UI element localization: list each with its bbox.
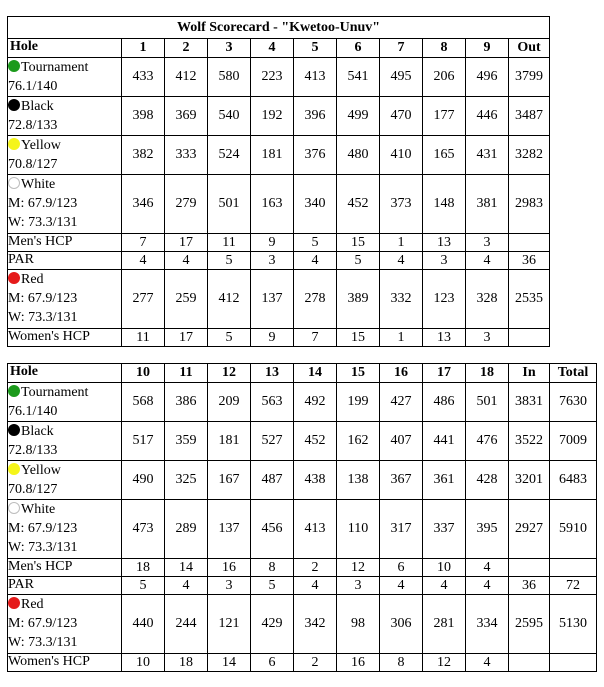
yardage-cell: 433 xyxy=(122,58,165,97)
par-cell: 4 xyxy=(294,577,337,595)
mens-hcp-cell: 9 xyxy=(251,234,294,252)
yardage-cell: 165 xyxy=(423,136,466,175)
out-header: Out xyxy=(509,39,550,58)
hole-number: 12 xyxy=(208,364,251,383)
yardage-cell: 452 xyxy=(337,175,380,234)
hole-number: 6 xyxy=(337,39,380,58)
title-row xyxy=(8,17,550,39)
yardage-cell: 359 xyxy=(165,422,208,461)
womens-hcp-cell: 15 xyxy=(337,329,380,347)
tee-name: Black xyxy=(21,424,54,439)
mens-hcp-cell: 4 xyxy=(466,559,509,577)
yardage-cell: 480 xyxy=(337,136,380,175)
yardage-cell: 486 xyxy=(423,383,466,422)
tee-rating: W: 73.3/131 xyxy=(8,310,78,325)
tee-rating: W: 73.3/131 xyxy=(8,215,78,230)
tee-row-tournament xyxy=(8,383,597,422)
yardage-cell: 373 xyxy=(380,175,423,234)
womens-hcp-row xyxy=(8,654,597,672)
tee-marker-yellow-icon xyxy=(8,463,20,475)
yardage-cell: 162 xyxy=(337,422,380,461)
par-cell: 3 xyxy=(337,577,380,595)
tee-row-yellow xyxy=(8,461,597,500)
mens-hcp-cell: 18 xyxy=(122,559,165,577)
womens-hcp-in xyxy=(509,654,550,672)
par-cell: 3 xyxy=(423,252,466,270)
yardage-cell: 412 xyxy=(165,58,208,97)
hole-number: 17 xyxy=(423,364,466,383)
yardage-cell: 369 xyxy=(165,97,208,136)
yardage-cell: 568 xyxy=(122,383,165,422)
womens-hcp-cell: 11 xyxy=(122,329,165,347)
tee-rating: W: 73.3/131 xyxy=(8,635,78,650)
yardage-cell: 527 xyxy=(251,422,294,461)
tee-rating: W: 73.3/131 xyxy=(8,540,78,555)
mens-hcp-cell: 13 xyxy=(423,234,466,252)
yardage-cell: 121 xyxy=(208,595,251,654)
yardage-cell: 259 xyxy=(165,270,208,329)
tee-label-tournament xyxy=(8,58,122,97)
womens-hcp-cell: 9 xyxy=(251,329,294,347)
yardage-cell: 332 xyxy=(380,270,423,329)
par-cell: 4 xyxy=(466,252,509,270)
yardage-cell: 389 xyxy=(337,270,380,329)
yardage-cell: 496 xyxy=(466,58,509,97)
yardage-total: 7009 xyxy=(550,422,597,461)
tee-marker-red-icon xyxy=(8,272,20,284)
womens-hcp-cell: 18 xyxy=(165,654,208,672)
mens-hcp-cell: 3 xyxy=(466,234,509,252)
tee-rating: 76.1/140 xyxy=(8,79,58,94)
womens-hcp-cell: 4 xyxy=(466,654,509,672)
yardage-cell: 278 xyxy=(294,270,337,329)
yardage-cell: 473 xyxy=(122,500,165,559)
yardage-total: 7630 xyxy=(550,383,597,422)
yardage-cell: 382 xyxy=(122,136,165,175)
yardage-cell: 386 xyxy=(165,383,208,422)
hole-number: 8 xyxy=(423,39,466,58)
yardage-cell: 206 xyxy=(423,58,466,97)
tee-marker-black-icon xyxy=(8,424,20,436)
par-cell: 5 xyxy=(208,252,251,270)
yardage-cell: 452 xyxy=(294,422,337,461)
hole-number: 5 xyxy=(294,39,337,58)
scorecard-title: Wolf Scorecard - "Kwetoo-Unuv" xyxy=(8,17,550,39)
hole-number: 3 xyxy=(208,39,251,58)
yardage-cell: 396 xyxy=(294,97,337,136)
tee-name: White xyxy=(21,177,56,192)
hole-number: 7 xyxy=(380,39,423,58)
womens-hcp-cell: 12 xyxy=(423,654,466,672)
yardage-cell: 277 xyxy=(122,270,165,329)
yardage-cell: 279 xyxy=(165,175,208,234)
yardage-cell: 413 xyxy=(294,500,337,559)
par-cell: 5 xyxy=(251,577,294,595)
hole-number: 9 xyxy=(466,39,509,58)
tee-name-line xyxy=(8,383,121,402)
yardage-cell: 495 xyxy=(380,58,423,97)
back-nine-table xyxy=(7,363,597,672)
yardage-cell: 446 xyxy=(466,97,509,136)
par-cell: 3 xyxy=(208,577,251,595)
yardage-cell: 440 xyxy=(122,595,165,654)
yardage-cell: 98 xyxy=(337,595,380,654)
tee-marker-white-icon xyxy=(8,177,20,189)
hole-number: 10 xyxy=(122,364,165,383)
yardage-cell: 148 xyxy=(423,175,466,234)
yardage-cell: 192 xyxy=(251,97,294,136)
mens-hcp-cell: 6 xyxy=(380,559,423,577)
yardage-cell: 410 xyxy=(380,136,423,175)
yardage-cell: 361 xyxy=(423,461,466,500)
tee-name-line xyxy=(8,136,121,155)
tee-rating: M: 67.9/123 xyxy=(8,291,78,306)
tee-row-yellow xyxy=(8,136,550,175)
tee-name: Yellow xyxy=(21,138,61,153)
yardage-cell: 398 xyxy=(122,97,165,136)
yardage-cell: 110 xyxy=(337,500,380,559)
tee-row-black xyxy=(8,422,597,461)
tee-marker-tournament-icon xyxy=(8,60,20,72)
womens-hcp-cell: 8 xyxy=(380,654,423,672)
yardage-total: 6483 xyxy=(550,461,597,500)
hole-number: 1 xyxy=(122,39,165,58)
in-header: In xyxy=(509,364,550,383)
mens-hcp-cell: 8 xyxy=(251,559,294,577)
par-out: 36 xyxy=(509,252,550,270)
yardage-in: 3522 xyxy=(509,422,550,461)
hole-number: 2 xyxy=(165,39,208,58)
yardage-cell: 429 xyxy=(251,595,294,654)
par-total: 72 xyxy=(550,577,597,595)
tee-name-line xyxy=(8,422,121,441)
womens-hcp-label: Women's HCP xyxy=(8,329,122,347)
womens-hcp-cell: 13 xyxy=(423,329,466,347)
yardage-cell: 517 xyxy=(122,422,165,461)
par-in: 36 xyxy=(509,577,550,595)
tee-label-tournament xyxy=(8,383,122,422)
tee-row-white xyxy=(8,175,550,234)
yardage-cell: 395 xyxy=(466,500,509,559)
yardage-cell: 501 xyxy=(208,175,251,234)
par-cell: 4 xyxy=(122,252,165,270)
tee-name: Red xyxy=(21,272,44,287)
tee-row-tournament xyxy=(8,58,550,97)
tee-label-white xyxy=(8,175,122,234)
tee-label-yellow xyxy=(8,461,122,500)
yardage-in: 3831 xyxy=(509,383,550,422)
yardage-cell: 137 xyxy=(208,500,251,559)
par-label: PAR xyxy=(8,577,122,595)
yardage-total: 5130 xyxy=(550,595,597,654)
yardage-cell: 501 xyxy=(466,383,509,422)
mens-hcp-cell: 11 xyxy=(208,234,251,252)
yardage-cell: 470 xyxy=(380,97,423,136)
mens-hcp-label: Men's HCP xyxy=(8,559,122,577)
tee-marker-white-icon xyxy=(8,502,20,514)
par-row xyxy=(8,577,597,595)
par-cell: 4 xyxy=(165,577,208,595)
mens-hcp-cell: 15 xyxy=(337,234,380,252)
mens-hcp-cell: 16 xyxy=(208,559,251,577)
tee-rating: 72.8/133 xyxy=(8,443,58,458)
hole-number: 14 xyxy=(294,364,337,383)
yardage-out: 3799 xyxy=(509,58,550,97)
womens-hcp-out xyxy=(509,329,550,347)
womens-hcp-cell: 2 xyxy=(294,654,337,672)
tee-marker-red-icon xyxy=(8,597,20,609)
par-cell: 4 xyxy=(380,577,423,595)
yardage-cell: 244 xyxy=(165,595,208,654)
mens-hcp-cell: 12 xyxy=(337,559,380,577)
yardage-cell: 431 xyxy=(466,136,509,175)
womens-hcp-cell: 3 xyxy=(466,329,509,347)
par-cell: 4 xyxy=(466,577,509,595)
tee-name-line xyxy=(8,595,121,614)
mens-hcp-row xyxy=(8,559,597,577)
par-cell: 4 xyxy=(423,577,466,595)
tee-marker-tournament-icon xyxy=(8,385,20,397)
mens-hcp-in xyxy=(509,559,550,577)
par-cell: 3 xyxy=(251,252,294,270)
yardage-cell: 499 xyxy=(337,97,380,136)
mens-hcp-cell: 2 xyxy=(294,559,337,577)
tee-label-black xyxy=(8,97,122,136)
yardage-cell: 438 xyxy=(294,461,337,500)
mens-hcp-out xyxy=(509,234,550,252)
tee-name-line xyxy=(8,500,121,519)
mens-hcp-label: Men's HCP xyxy=(8,234,122,252)
mens-hcp-total xyxy=(550,559,597,577)
hole-number: 11 xyxy=(165,364,208,383)
tee-marker-yellow-icon xyxy=(8,138,20,150)
yardage-cell: 541 xyxy=(337,58,380,97)
yardage-out: 3282 xyxy=(509,136,550,175)
yardage-out: 3487 xyxy=(509,97,550,136)
hole-header: Hole xyxy=(8,39,122,58)
hole-number: 18 xyxy=(466,364,509,383)
hole-number: 13 xyxy=(251,364,294,383)
tee-name-line xyxy=(8,97,121,116)
yardage-cell: 334 xyxy=(466,595,509,654)
par-cell: 4 xyxy=(380,252,423,270)
womens-hcp-cell: 17 xyxy=(165,329,208,347)
womens-hcp-cell: 14 xyxy=(208,654,251,672)
yardage-cell: 181 xyxy=(251,136,294,175)
tee-rating: M: 67.9/123 xyxy=(8,196,78,211)
par-row xyxy=(8,252,550,270)
tee-name: Yellow xyxy=(21,463,61,478)
mens-hcp-cell: 14 xyxy=(165,559,208,577)
yardage-cell: 123 xyxy=(423,270,466,329)
yardage-cell: 333 xyxy=(165,136,208,175)
yardage-cell: 427 xyxy=(380,383,423,422)
tee-name-line xyxy=(8,461,121,480)
yardage-cell: 540 xyxy=(208,97,251,136)
tee-name-line xyxy=(8,270,121,289)
tee-rating: M: 67.9/123 xyxy=(8,616,78,631)
tee-rating: 72.8/133 xyxy=(8,118,58,133)
womens-hcp-label: Women's HCP xyxy=(8,654,122,672)
yardage-cell: 381 xyxy=(466,175,509,234)
tee-row-white xyxy=(8,500,597,559)
yardage-cell: 337 xyxy=(423,500,466,559)
tee-rating: M: 67.9/123 xyxy=(8,521,78,536)
yardage-cell: 199 xyxy=(337,383,380,422)
yardage-cell: 306 xyxy=(380,595,423,654)
tee-name: Black xyxy=(21,99,54,114)
tee-rating: 70.8/127 xyxy=(8,482,58,497)
yardage-cell: 492 xyxy=(294,383,337,422)
yardage-cell: 167 xyxy=(208,461,251,500)
womens-hcp-row xyxy=(8,329,550,347)
tee-name: Red xyxy=(21,597,44,612)
yardage-cell: 328 xyxy=(466,270,509,329)
yardage-cell: 325 xyxy=(165,461,208,500)
yardage-cell: 346 xyxy=(122,175,165,234)
par-cell: 5 xyxy=(122,577,165,595)
tee-name: White xyxy=(21,502,56,517)
par-cell: 4 xyxy=(294,252,337,270)
tee-rating: 70.8/127 xyxy=(8,157,58,172)
yardage-cell: 441 xyxy=(423,422,466,461)
yardage-cell: 340 xyxy=(294,175,337,234)
hole-header: Hole xyxy=(8,364,122,383)
mens-hcp-cell: 1 xyxy=(380,234,423,252)
yardage-cell: 487 xyxy=(251,461,294,500)
yardage-out: 2983 xyxy=(509,175,550,234)
womens-hcp-cell: 6 xyxy=(251,654,294,672)
womens-hcp-cell: 16 xyxy=(337,654,380,672)
yardage-cell: 428 xyxy=(466,461,509,500)
yardage-cell: 407 xyxy=(380,422,423,461)
yardage-cell: 289 xyxy=(165,500,208,559)
womens-hcp-cell: 10 xyxy=(122,654,165,672)
header-row xyxy=(8,39,550,58)
yardage-cell: 342 xyxy=(294,595,337,654)
yardage-cell: 281 xyxy=(423,595,466,654)
yardage-cell: 476 xyxy=(466,422,509,461)
yardage-cell: 376 xyxy=(294,136,337,175)
yardage-cell: 456 xyxy=(251,500,294,559)
womens-hcp-cell: 7 xyxy=(294,329,337,347)
hole-number: 15 xyxy=(337,364,380,383)
tee-label-white xyxy=(8,500,122,559)
tee-label-red xyxy=(8,270,122,329)
front-nine-table xyxy=(7,16,550,347)
tee-row-red xyxy=(8,595,597,654)
tee-row-red xyxy=(8,270,550,329)
mens-hcp-cell: 5 xyxy=(294,234,337,252)
tee-label-yellow xyxy=(8,136,122,175)
header-row xyxy=(8,364,597,383)
yardage-cell: 163 xyxy=(251,175,294,234)
yardage-in: 2927 xyxy=(509,500,550,559)
par-label: PAR xyxy=(8,252,122,270)
yardage-cell: 490 xyxy=(122,461,165,500)
yardage-cell: 563 xyxy=(251,383,294,422)
tee-name-line xyxy=(8,58,121,77)
hole-number: 4 xyxy=(251,39,294,58)
yardage-cell: 413 xyxy=(294,58,337,97)
yardage-out: 2535 xyxy=(509,270,550,329)
hole-number: 16 xyxy=(380,364,423,383)
tee-label-black xyxy=(8,422,122,461)
womens-hcp-total xyxy=(550,654,597,672)
yardage-in: 3201 xyxy=(509,461,550,500)
tee-name: Tournament xyxy=(21,60,89,75)
par-cell: 5 xyxy=(337,252,380,270)
yardage-total: 5910 xyxy=(550,500,597,559)
total-header: Total xyxy=(550,364,597,383)
tee-label-red xyxy=(8,595,122,654)
tee-name-line xyxy=(8,175,121,194)
womens-hcp-cell: 5 xyxy=(208,329,251,347)
yardage-cell: 209 xyxy=(208,383,251,422)
mens-hcp-cell: 10 xyxy=(423,559,466,577)
yardage-cell: 137 xyxy=(251,270,294,329)
tee-rating: 76.1/140 xyxy=(8,404,58,419)
womens-hcp-cell: 1 xyxy=(380,329,423,347)
par-cell: 4 xyxy=(165,252,208,270)
yardage-cell: 181 xyxy=(208,422,251,461)
yardage-cell: 412 xyxy=(208,270,251,329)
yardage-cell: 367 xyxy=(380,461,423,500)
yardage-cell: 138 xyxy=(337,461,380,500)
tee-name: Tournament xyxy=(21,385,89,400)
yardage-cell: 223 xyxy=(251,58,294,97)
yardage-cell: 177 xyxy=(423,97,466,136)
tee-row-black xyxy=(8,97,550,136)
mens-hcp-cell: 17 xyxy=(165,234,208,252)
yardage-in: 2595 xyxy=(509,595,550,654)
yardage-cell: 524 xyxy=(208,136,251,175)
mens-hcp-row xyxy=(8,234,550,252)
yardage-cell: 317 xyxy=(380,500,423,559)
yardage-cell: 580 xyxy=(208,58,251,97)
mens-hcp-cell: 7 xyxy=(122,234,165,252)
tee-marker-black-icon xyxy=(8,99,20,111)
